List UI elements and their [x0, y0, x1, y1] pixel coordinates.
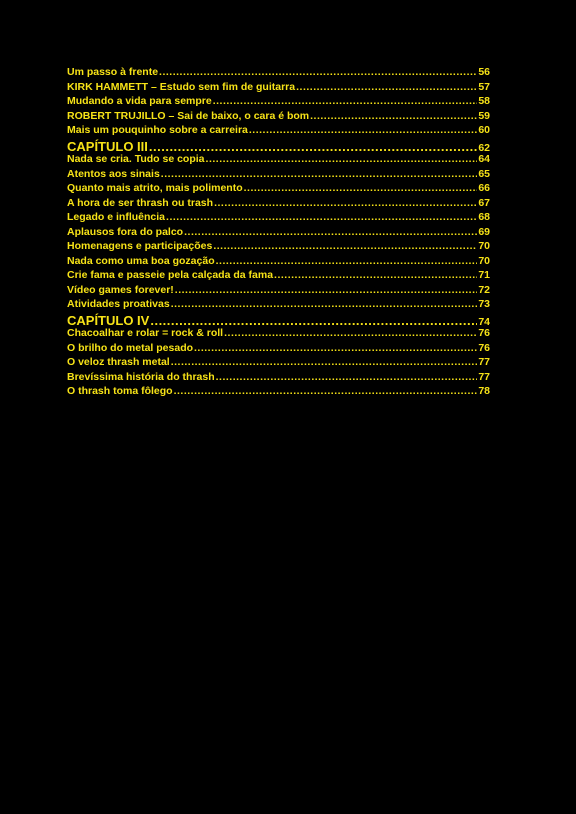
toc-page-number: 66: [478, 182, 490, 194]
toc-dot-leader: [244, 182, 478, 194]
toc-entry-title: Atentos aos sinais: [67, 167, 160, 180]
toc-page-number: 60: [478, 124, 490, 136]
toc-dot-leader: [214, 197, 477, 209]
toc-entry-title: Legado e influência: [67, 211, 166, 223]
toc-page-number: 77: [478, 370, 490, 383]
toc-dot-leader: [166, 211, 477, 223]
toc-entry-title: O veloz thrash metal: [67, 356, 170, 368]
toc-entry: [67, 124, 490, 139]
toc-entry: [67, 211, 490, 226]
toc-dot-leader: [171, 356, 478, 368]
toc-entry-title: Aplausos fora do palco: [67, 225, 184, 238]
toc-entry: [67, 226, 490, 241]
toc-page-number: 67: [478, 196, 490, 209]
toc-page-number: 76: [478, 341, 490, 354]
toc-entry-title: CAPÍTULO IV: [67, 312, 150, 327]
toc-page-number: 59: [478, 109, 490, 122]
toc-entry-title: ROBERT TRUJILLO – Sai de baixo, o cara é bom: [67, 109, 310, 122]
toc-entry: [67, 327, 490, 342]
toc-dot-leader: [161, 168, 478, 180]
toc-page-number: 72: [478, 283, 490, 296]
toc-page-number: 78: [478, 385, 490, 397]
toc-dot-leader: [184, 226, 477, 238]
toc-dot-leader: [310, 110, 477, 122]
toc-entry-title: Chacoalhar e rolar = rock & roll: [67, 327, 224, 339]
toc-dot-leader: [213, 240, 477, 252]
toc-entry: [67, 182, 490, 197]
toc-entry: [67, 240, 490, 255]
toc-dot-leader: [213, 95, 478, 107]
toc-dot-leader: [175, 284, 478, 296]
toc-entry-title: KIRK HAMMETT – Estudo sem fim de guitarra: [67, 80, 296, 93]
toc-page-number: 70: [478, 240, 490, 252]
toc-page-number: 65: [478, 167, 490, 180]
toc-entry-title: Quanto mais atrito, mais polimento: [67, 182, 243, 194]
toc-entry: [67, 356, 490, 371]
toc-dot-leader: [274, 269, 477, 281]
toc-dot-leader: [194, 342, 477, 354]
toc-entry: [67, 153, 490, 168]
toc-dot-leader: [149, 139, 477, 154]
toc-entry-title: Um passo à frente: [67, 66, 159, 78]
toc-page-number: 70: [478, 254, 490, 267]
toc-entry: [67, 298, 490, 313]
toc-entry: [67, 168, 490, 183]
toc-page-number: 62: [478, 141, 490, 153]
toc-entry-title: A hora de ser thrash ou trash: [67, 196, 214, 209]
toc-dot-leader: [224, 327, 477, 339]
toc-entry: [67, 269, 490, 284]
toc-page-number: 77: [478, 356, 490, 368]
toc-entry: [67, 110, 490, 125]
toc-page-number: 76: [478, 327, 490, 339]
toc-dot-leader: [216, 371, 478, 383]
toc-entry-title: CAPÍTULO III: [67, 138, 148, 153]
toc-entry-title: Homenagens e participações: [67, 240, 213, 252]
toc-page-number: 74: [478, 315, 490, 327]
toc-entry: [67, 197, 490, 212]
toc-page-number: 69: [478, 225, 490, 238]
toc-dot-leader: [216, 255, 478, 267]
toc-entry-title: Brevíssima história do thrash: [67, 370, 215, 383]
toc-chapter-heading: [67, 139, 490, 154]
toc-entry: [67, 66, 490, 81]
toc-entry-title: Vídeo games forever!: [67, 283, 174, 296]
toc-dot-leader: [249, 124, 477, 136]
toc-entry: [67, 255, 490, 270]
toc-page-number: 56: [478, 66, 490, 78]
toc-dot-leader: [150, 313, 477, 328]
toc-page-number: 73: [478, 298, 490, 310]
toc-dot-leader: [159, 66, 477, 78]
toc-page-number: 57: [478, 80, 490, 93]
toc-entry: [67, 371, 490, 386]
toc-page-number: 58: [478, 95, 490, 107]
toc-page-number: 71: [478, 269, 490, 281]
toc-dot-leader: [171, 298, 478, 310]
toc-page-number: 68: [478, 211, 490, 223]
table-of-contents: [67, 66, 490, 400]
toc-entry-title: Mudando a vida para sempre: [67, 95, 212, 107]
toc-entry: [67, 81, 490, 96]
toc-dot-leader: [296, 81, 477, 93]
toc-page-number: 64: [478, 153, 490, 165]
toc-entry-title: O thrash toma fôlego: [67, 385, 173, 397]
toc-entry: [67, 95, 490, 110]
toc-entry: [67, 284, 490, 299]
toc-entry-title: Atividades proativas: [67, 298, 170, 310]
toc-entry-title: O brilho do metal pesado: [67, 341, 194, 354]
toc-entry: [67, 385, 490, 400]
toc-dot-leader: [206, 153, 478, 165]
toc-entry-title: Nada se cria. Tudo se copia: [67, 153, 205, 165]
toc-chapter-heading: [67, 313, 490, 328]
toc-entry: [67, 342, 490, 357]
toc-entry-title: Mais um pouquinho sobre a carreira: [67, 124, 248, 136]
toc-dot-leader: [174, 385, 478, 397]
toc-entry-title: Crie fama e passeie pela calçada da fama: [67, 269, 274, 281]
toc-entry-title: Nada como uma boa gozação: [67, 254, 215, 267]
